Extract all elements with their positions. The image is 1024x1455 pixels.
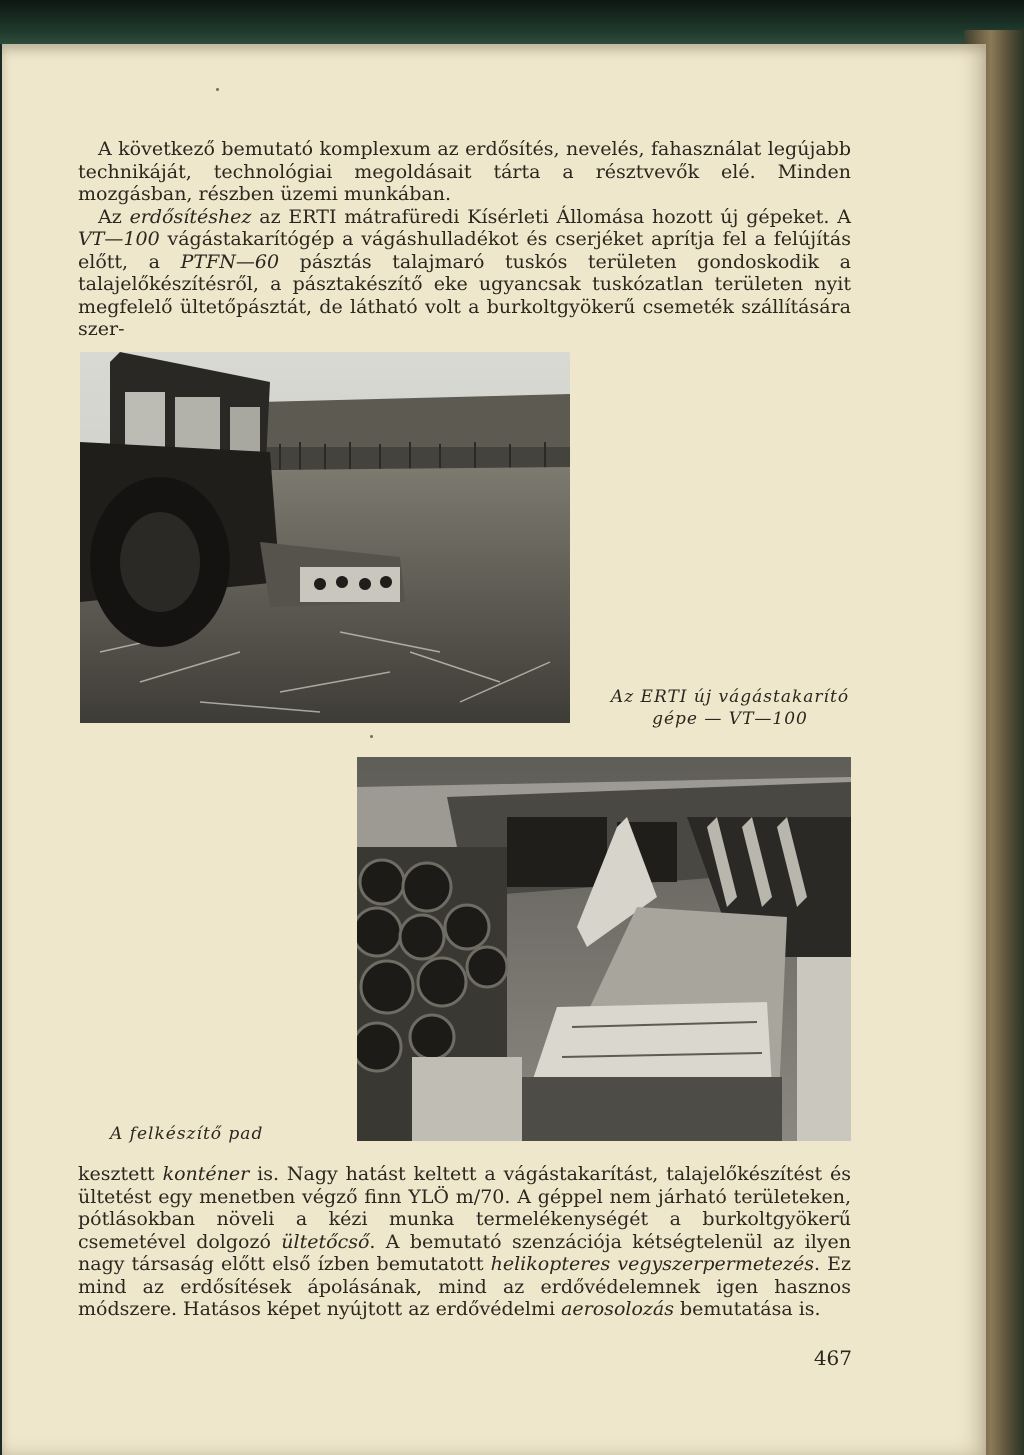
paper-speck bbox=[370, 735, 373, 738]
caption-figure-1: Az ERTI új vágástakarító gépe — VT—100 bbox=[610, 687, 850, 729]
caption-figure-2: A felkészítő pad bbox=[110, 1124, 264, 1144]
text-run: vágástakarítógép a vágáshulladékot és cserjéket aprítja fel a felújítás előtt, a bbox=[78, 228, 851, 273]
emphasis-ultetocso: ültetőcső bbox=[281, 1230, 370, 1253]
text-run: pásztás talajmaró tuskós területen gondoskodik a talajelőkészítésről, a pásztakészítő eke ugyancsak tuskózatlan területen nyit megfelelő ültetőpásztát, de látható volt a burkoltgyökerű csemeték szállítására szer- bbox=[78, 250, 851, 340]
emphasis-ptfn60: PTFN—60 bbox=[180, 250, 280, 273]
page-number: 467 bbox=[813, 1346, 852, 1370]
text-run: . A bemutató szenzációja kétségtelenül az ilyen nagy társaság előtt első ízben bemutatott bbox=[78, 1230, 851, 1275]
photo-tractor-mulcher bbox=[80, 352, 570, 723]
emphasis-vt100: VT—100 bbox=[78, 228, 160, 250]
text-run: Az bbox=[98, 205, 130, 228]
text-run: . Ez mind az erdősítések ápolásának, mind az erdővédelemnek igen hasznos módszere. Hatásos képet nyújtott az erdővédelmi bbox=[78, 1253, 851, 1320]
emphasis-helikopteres: helikopteres vegyszerpermetezés bbox=[490, 1253, 814, 1275]
paragraph-continuation bbox=[78, 1163, 851, 1321]
paragraph-intro bbox=[78, 138, 851, 341]
emphasis-aerosolozas: aerosolozás bbox=[561, 1298, 674, 1320]
book-top-edge bbox=[0, 0, 1024, 44]
paper-speck bbox=[216, 88, 219, 91]
intro-sentence-1: A következő bemutató komplexum az erdősítés, nevelés, fahasználat legújabb technikáját, technológiai megoldásait tárta a résztvevők elé. Minden mozgásban, részben üzemi munkában. bbox=[78, 138, 851, 205]
text-run: bemutatása is. bbox=[673, 1298, 821, 1320]
photo-preparation-bench bbox=[357, 757, 851, 1141]
emphasis-kontener: konténer bbox=[162, 1163, 250, 1185]
text-run: az ERTI mátrafüredi Kísérleti Állomása hozott új gépeket. A bbox=[251, 205, 852, 228]
emphasis-erdositeshez: erdősítéshez bbox=[129, 205, 252, 228]
text-run: is. Nagy hatást keltett a vágástakarítást, talajelőkészítést és ültetést egy menetben végző finn YLÖ m/70. A géppel nem járható területeken, pótlásokban növeli a kézi munka termelékenységét a burkoltgyökerű csemetével dolgozó bbox=[78, 1163, 851, 1253]
text-run: kesztett bbox=[78, 1163, 163, 1185]
